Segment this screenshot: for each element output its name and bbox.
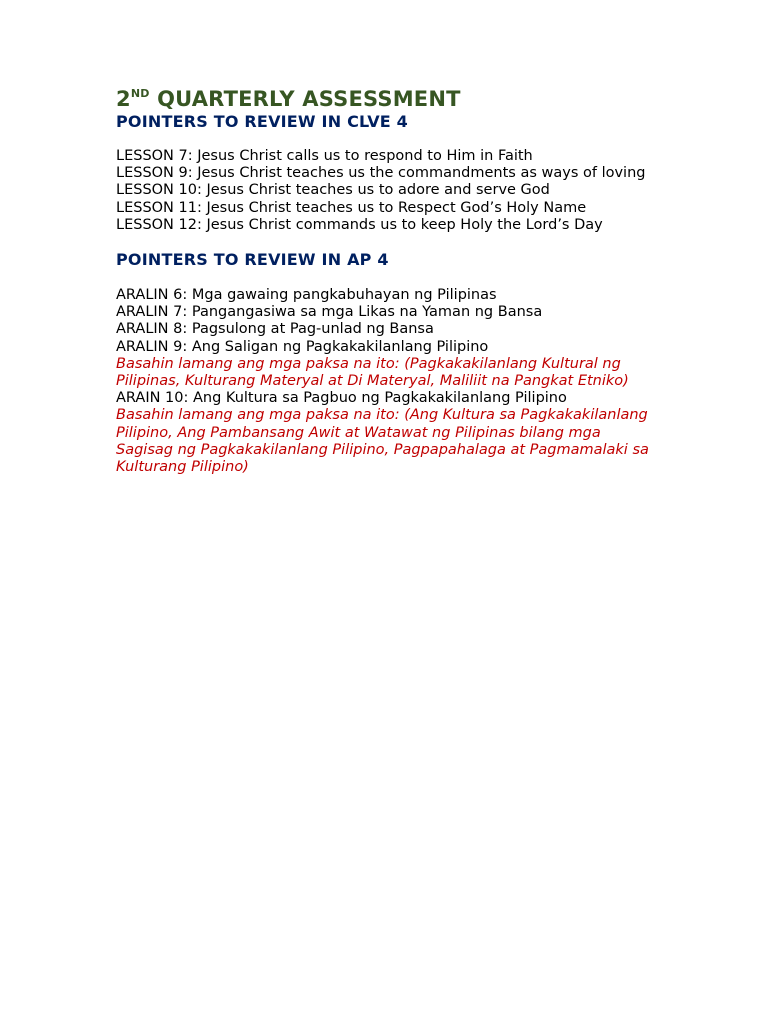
list-item: LESSON 9: Jesus Christ teaches us the commandments as ways of loving [116,165,646,182]
clve-lesson-list [116,148,656,234]
aralin-10-note: Basahin lamang ang mga paksa na ito: (Ang Kultura sa Pagkakakilanlang Pilipino, Ang Pambansang Awit at Watawat ng Pilipinas bilang mga Sagisag ng Pagkakakilanlang Pilipino, Pagpapahalaga at Pagmamalaki sa Kulturang Pilipino) [116,407,649,476]
title-prefix: 2 [116,87,131,111]
document-page [116,86,656,476]
list-item: ARALIN 6: Mga gawaing pangkabuhayan ng Pilipinas [116,287,497,304]
title-superscript: ND [130,87,150,100]
spacer [116,234,656,250]
title-suffix: QUARTERLY ASSESSMENT [149,87,461,111]
clve-section-heading: POINTERS TO REVIEW IN CLVE 4 [116,112,409,131]
list-item: LESSON 7: Jesus Christ calls us to respond to Him in Faith [116,148,533,164]
list-item: ARALIN 9: Ang Saligan ng Pagkakakilanlang Pilipino [116,338,489,355]
list-item: LESSON 12: Jesus Christ commands us to keep Holy the Lord’s Day [116,216,603,233]
list-item: ARALIN 8: Pagsulong at Pag-unlad ng Bansa [116,321,434,338]
list-item: ARAIN 10: Ang Kultura sa Pagbuo ng Pagkakakilanlang Pilipino [116,390,567,407]
ap-section-heading: POINTERS TO REVIEW IN AP 4 [116,250,389,270]
list-item: ARALIN 7: Pangangasiwa sa mga Likas na Yaman ng Bansa [116,304,543,321]
spacer [116,270,656,287]
aralin-9-note: Basahin lamang ang mga paksa na ito: (Pagkakakilanlang Kultural ng Pilipinas, Kulturang Materyal at Di Materyal, Maliliit na Pangkat Etniko) [116,355,629,390]
spacer [116,132,656,148]
ap-aralin-list [116,287,656,476]
list-item: LESSON 10: Jesus Christ teaches us to adore and serve God [116,182,550,199]
list-item: LESSON 11: Jesus Christ teaches us to Respect God’s Holy Name [116,199,587,216]
page-title [116,86,656,112]
